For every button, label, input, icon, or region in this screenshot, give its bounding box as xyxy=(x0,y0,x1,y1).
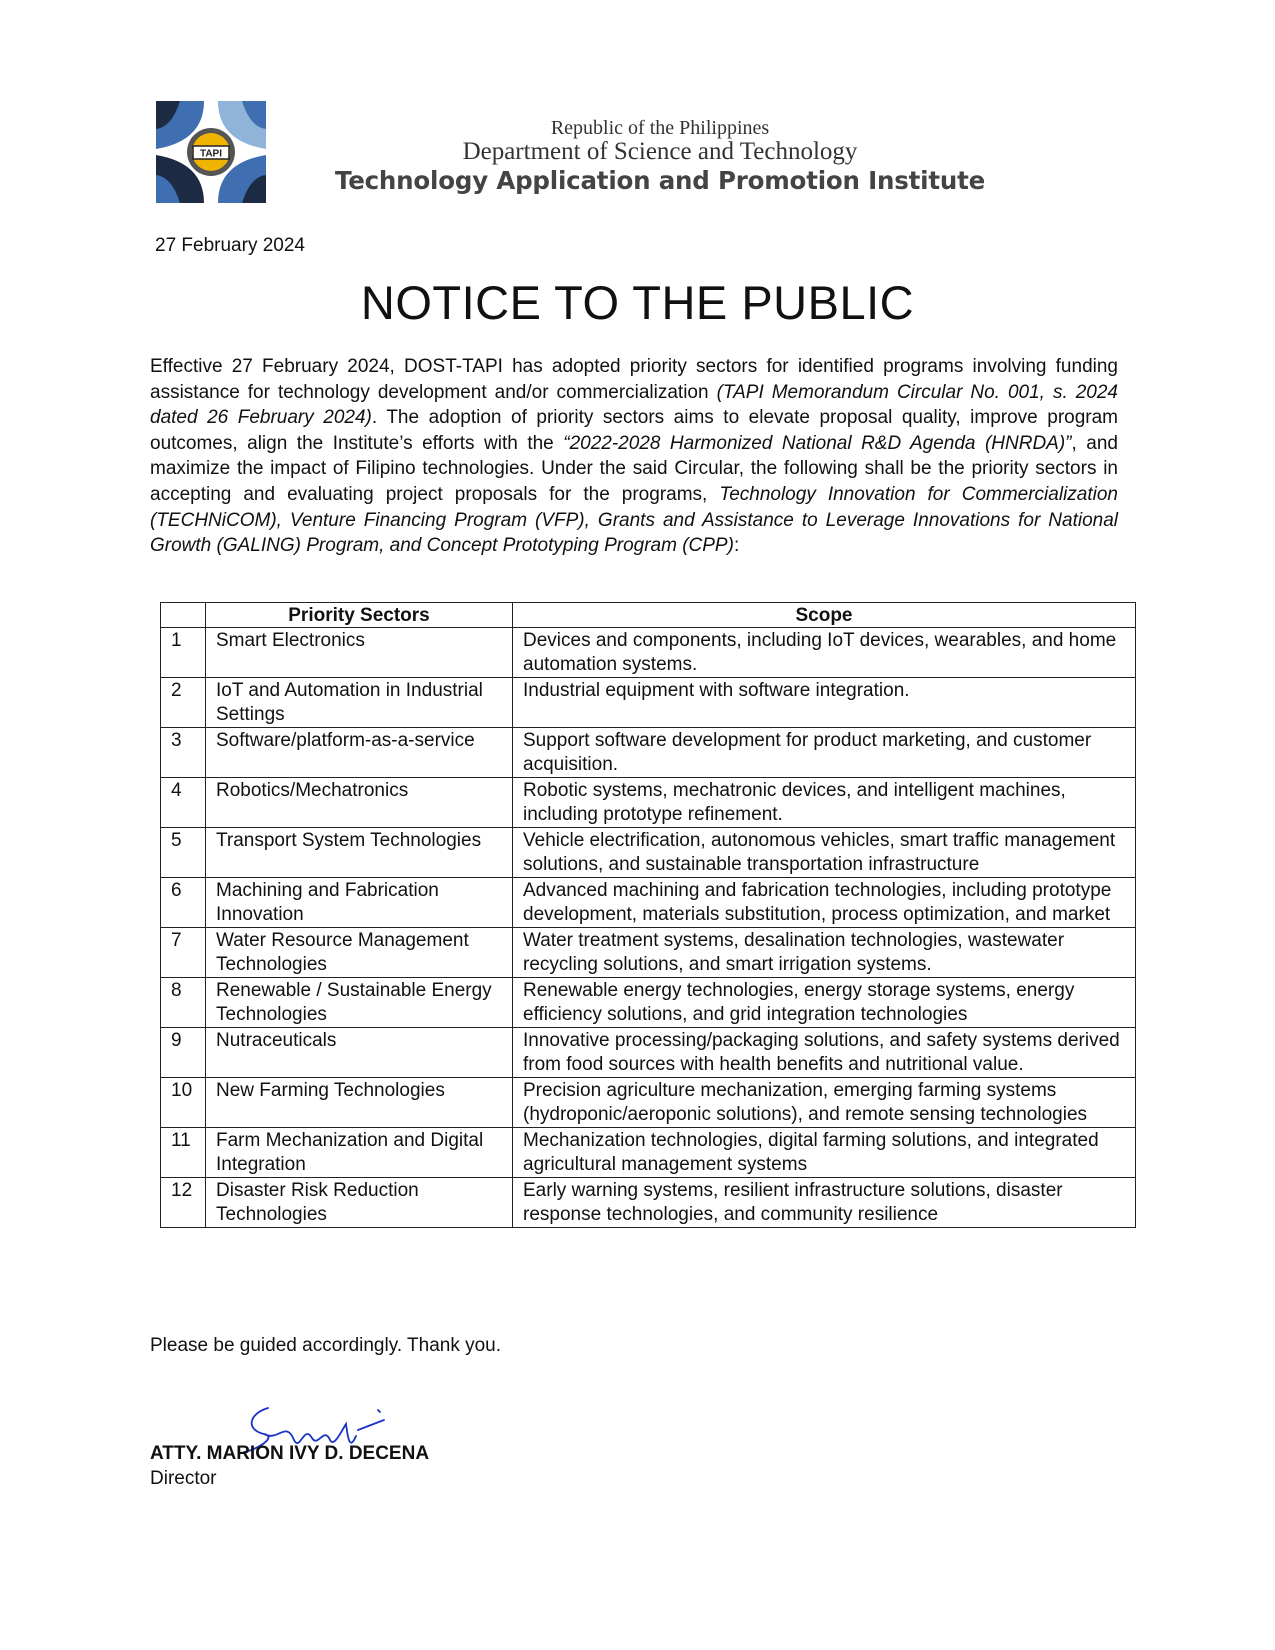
sector-scope: Water treatment systems, desalination technologies, wastewater recycling solutions, and smart irrigation systems. xyxy=(513,928,1136,978)
row-number: 3 xyxy=(161,728,206,778)
body-text: : xyxy=(733,535,740,557)
circular-reference: (TAPI Memorandum Circular No. 001, s. 2024 dated 26 February 2024) xyxy=(150,381,1118,429)
table-row xyxy=(161,1028,1136,1078)
institute-line: Technology Application and Promotion Institute xyxy=(334,166,986,195)
signatory-position: Director xyxy=(150,1468,217,1489)
sector-name: Transport System Technologies xyxy=(206,828,513,878)
sector-scope: Devices and components, including IoT devices, wearables, and home automation systems. xyxy=(513,628,1136,678)
republic-line: Republic of the Philippines xyxy=(550,117,770,139)
body-text: Effective 27 February 2024, DOST-TAPI has adopted priority sectors for identified programs involving funding assistance for technology development and/or commercialization xyxy=(150,356,1118,403)
row-number: 9 xyxy=(161,1028,206,1078)
row-number: 10 xyxy=(161,1078,206,1128)
sector-scope: Industrial equipment with software integration. xyxy=(513,678,1136,728)
table-header-row xyxy=(161,603,1136,628)
table-row xyxy=(161,778,1136,828)
closing-line: Please be guided accordingly. Thank you. xyxy=(150,1335,502,1356)
header-priority-sectors: Priority Sectors xyxy=(206,603,513,628)
table-row xyxy=(161,1128,1136,1178)
table-row xyxy=(161,928,1136,978)
row-number: 2 xyxy=(161,678,206,728)
priority-sectors-table xyxy=(160,602,1136,1228)
signature-block xyxy=(150,1400,490,1490)
sector-name: Farm Mechanization and Digital Integration xyxy=(206,1128,513,1178)
table-row xyxy=(161,1078,1136,1128)
table-row xyxy=(161,978,1136,1028)
sector-name: Nutraceuticals xyxy=(206,1028,513,1078)
table-row xyxy=(161,728,1136,778)
body-text: . The adoption of priority sectors aims to elevate proposal quality, improve program outcomes, align the Institute’s efforts with the xyxy=(150,407,1119,454)
sector-scope: Mechanization technologies, digital farming solutions, and integrated agricultural management systems xyxy=(513,1128,1136,1178)
row-number: 12 xyxy=(161,1178,206,1228)
table-row xyxy=(161,828,1136,878)
notice-body xyxy=(150,354,1118,559)
sector-scope: Support software development for product marketing, and customer acquisition. xyxy=(513,728,1136,778)
header-scope: Scope xyxy=(513,603,1136,628)
row-number: 5 xyxy=(161,828,206,878)
sector-name: Smart Electronics xyxy=(206,628,513,678)
sector-name: Robotics/Mechatronics xyxy=(206,778,513,828)
sector-scope: Renewable energy technologies, energy storage systems, energy efficiency solutions, and grid integration technologies xyxy=(513,978,1136,1028)
sector-scope: Vehicle electrification, autonomous vehicles, smart traffic management solutions, and sustainable transportation infrastructure xyxy=(513,828,1136,878)
sector-scope: Early warning systems, resilient infrastructure solutions, disaster response technologies, and community resilience xyxy=(513,1178,1136,1228)
department-line: Department of Science and Technology xyxy=(462,138,858,165)
signatory-name: ATTY. MARION IVY D. DECENA xyxy=(150,1443,430,1464)
sector-name: Renewable / Sustainable Energy Technologies xyxy=(206,978,513,1028)
header-number xyxy=(161,603,206,628)
sector-name: Software/platform-as-a-service xyxy=(206,728,513,778)
row-number: 7 xyxy=(161,928,206,978)
table-row xyxy=(161,1178,1136,1228)
hnrda-reference: “2022-2028 Harmonized National R&D Agenda (HNRDA)” xyxy=(563,432,1072,454)
row-number: 4 xyxy=(161,778,206,828)
sector-scope: Precision agriculture mechanization, emerging farming systems (hydroponic/aeroponic solutions), and remote sensing technologies xyxy=(513,1078,1136,1128)
program-list: Technology Innovation for Commercialization (TECHNiCOM), Venture Financing Program (VFP), Grants and Assistance to Leverage Innovations for National Growth (GALING) Program, and Concept Prototyping Program (CPP) xyxy=(150,483,1118,557)
sector-scope: Innovative processing/packaging solutions, and safety systems derived from food sources with health benefits and nutritional value. xyxy=(513,1028,1136,1078)
letterhead xyxy=(152,97,1012,209)
table-row xyxy=(161,628,1136,678)
sector-name: IoT and Automation in Industrial Settings xyxy=(206,678,513,728)
sector-name: New Farming Technologies xyxy=(206,1078,513,1128)
notice-date: 27 February 2024 xyxy=(155,235,305,256)
row-number: 1 xyxy=(161,628,206,678)
row-number: 6 xyxy=(161,878,206,928)
sector-name: Machining and Fabrication Innovation xyxy=(206,878,513,928)
sector-scope: Advanced machining and fabrication technologies, including prototype development, materials substitution, process optimization, and market xyxy=(513,878,1136,928)
row-number: 11 xyxy=(161,1128,206,1178)
body-text: , and maximize the impact of Filipino technologies. Under the said Circular, the following shall be the priority sectors in accepting and evaluating project proposals for the programs, xyxy=(150,432,1118,505)
sector-name: Disaster Risk Reduction Technologies xyxy=(206,1178,513,1228)
row-number: 8 xyxy=(161,978,206,1028)
table-row xyxy=(161,878,1136,928)
sector-name: Water Resource Management Technologies xyxy=(206,928,513,978)
tapi-logo-icon xyxy=(152,97,270,207)
sector-scope: Robotic systems, mechatronic devices, and intelligent machines, including prototype refinement. xyxy=(513,778,1136,828)
notice-title: NOTICE TO THE PUBLIC xyxy=(360,276,915,329)
table-row xyxy=(161,678,1136,728)
svg-text:TAPI: TAPI xyxy=(199,148,223,160)
agency-block xyxy=(310,117,1010,197)
